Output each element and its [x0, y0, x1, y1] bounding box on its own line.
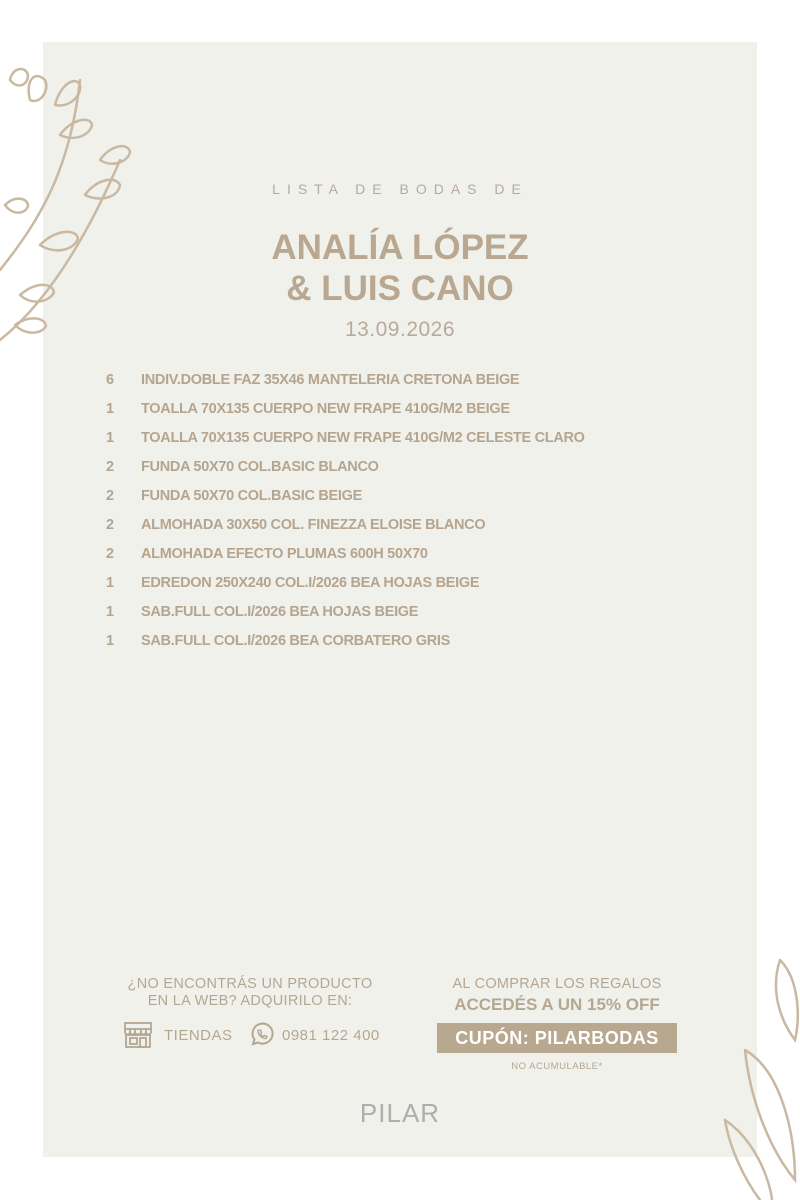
couple-name-2: & LUIS CANO — [286, 269, 514, 308]
whatsapp-contact[interactable] — [248, 1020, 380, 1050]
item-qty: 1 — [106, 632, 114, 649]
item-desc: TOALLA 70X135 CUERPO NEW FRAPE 410G/M2 CELESTE CLARO — [141, 429, 585, 446]
discount-box — [437, 976, 677, 1072]
item-desc: SAB.FULL COL.I/2026 BEA CORBATERO GRIS — [141, 632, 450, 649]
discount-line-1: AL COMPRAR LOS REGALOS — [452, 976, 662, 992]
wedding-date: 13.09.2026 — [344, 318, 456, 341]
item-desc: INDIV.DOBLE FAZ 35X46 MANTELERIA CRETONA BEIGE — [141, 371, 520, 388]
item-qty: 1 — [106, 603, 114, 620]
couple-name-1: ANALÍA LÓPEZ — [271, 228, 529, 267]
item-qty: 1 — [106, 400, 114, 417]
item-qty: 2 — [106, 516, 114, 533]
list-kicker: LISTA DE BODAS DE — [272, 181, 528, 197]
stores-link[interactable] — [122, 1020, 233, 1050]
brand-logo: PILAR — [359, 1098, 441, 1128]
item-desc: ALMOHADA EFECTO PLUMAS 600H 50X70 — [141, 545, 428, 562]
list-item — [106, 626, 706, 655]
list-item — [106, 597, 706, 626]
item-qty: 2 — [106, 545, 114, 562]
list-item — [106, 539, 706, 568]
list-item — [106, 510, 706, 539]
discount-line-2: ACCEDÉS A UN 15% OFF — [454, 995, 660, 1014]
not-found-line-2: EN LA WEB? ADQUIRILO EN: — [147, 993, 353, 1009]
item-qty: 2 — [106, 458, 114, 475]
item-qty: 2 — [106, 487, 114, 504]
not-found-line-1: ¿NO ENCONTRÁS UN PRODUCTO — [127, 976, 373, 992]
item-desc: TOALLA 70X135 CUERPO NEW FRAPE 410G/M2 BEIGE — [141, 400, 510, 417]
list-item — [106, 452, 706, 481]
item-qty: 6 — [106, 371, 114, 388]
item-desc: ALMOHADA 30X50 COL. FINEZZA ELOISE BLANCO — [141, 516, 486, 533]
item-desc: FUNDA 50X70 COL.BASIC BLANCO — [141, 458, 379, 475]
coupon-disclaimer: NO ACUMULABLE* — [511, 1061, 603, 1072]
phone-number: 0981 122 400 — [282, 1026, 380, 1044]
list-item — [106, 481, 706, 510]
gift-list — [106, 365, 706, 655]
item-qty: 1 — [106, 429, 114, 446]
branch-top-left-decoration — [0, 60, 140, 360]
item-qty: 1 — [106, 574, 114, 591]
list-item — [106, 394, 706, 423]
list-item — [106, 568, 706, 597]
coupon-code-badge: CUPÓN: PILARBODAS — [437, 1023, 677, 1053]
item-desc: FUNDA 50X70 COL.BASIC BEIGE — [141, 487, 362, 504]
item-desc: SAB.FULL COL.I/2026 BEA HOJAS BEIGE — [141, 603, 419, 620]
stores-label: TIENDAS — [164, 1026, 233, 1044]
store-icon — [122, 1021, 154, 1049]
list-item — [106, 423, 706, 452]
item-desc: EDREDON 250X240 COL.I/2026 BEA HOJAS BEIGE — [141, 574, 480, 591]
not-found-notice — [110, 976, 390, 1010]
list-item — [106, 365, 706, 394]
whatsapp-icon — [248, 1021, 276, 1049]
leaves-bottom-right-decoration — [700, 940, 800, 1200]
